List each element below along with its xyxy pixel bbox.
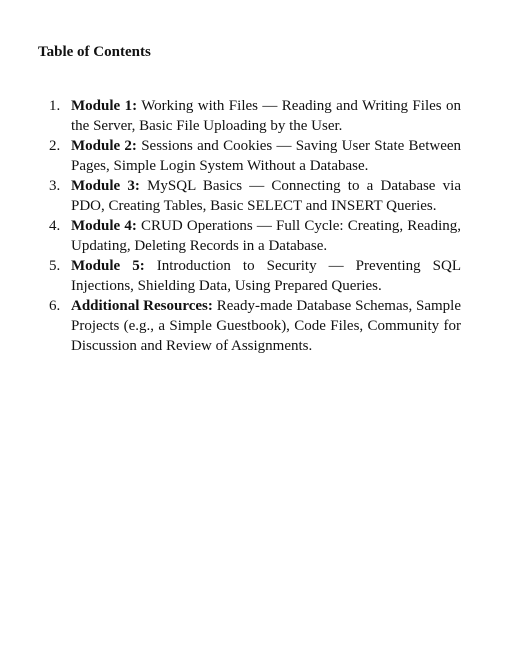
toc-title: Table of Contents [38,44,151,60]
toc-item-text: Sessions and Cookies — Saving User State Between Pages, Simple Login System Without a Database. [71,138,462,174]
toc-item-text: Ready-made Database Schemas, Sample Projects (e.g., a Simple Guestbook), Code Files, Community for Discussion and Review of Assignments. [71,298,462,354]
toc-item-label: Module 2: [71,138,137,154]
toc-item-text: Working with Files — Reading and Writing Files on the Server, Basic File Uploading by the User. [71,98,462,134]
toc-item-label: Module 3: [71,178,140,194]
toc-item-module-2 [49,136,462,176]
toc-item-number: 4. [49,218,61,234]
toc-item-text: Introduction to Security — Preventing SQL Injections, Shielding Data, Using Prepared Queries. [71,258,461,294]
toc-item-number: 6. [49,298,61,314]
toc-item-additional-resources [49,296,462,356]
toc-item-text: CRUD Operations — Full Cycle: Creating, Reading, Updating, Deleting Records in a Database. [71,218,461,254]
toc-item-number: 2. [49,138,61,154]
toc-item-label: Module 5: [71,258,145,274]
toc-item-module-3 [49,176,461,216]
toc-item-label: Module 1: [71,98,138,114]
toc-item-label: Module 4: [71,218,137,234]
toc-item-label: Additional Resources: [71,298,213,314]
toc-item-number: 1. [49,98,61,114]
toc-item-module-5 [49,256,461,296]
toc-list [49,96,462,356]
toc-item-number: 3. [49,178,61,194]
toc-item-module-1 [49,96,462,136]
toc-item-module-4 [49,216,461,256]
toc-item-text: MySQL Basics — Connecting to a Database via PDO, Creating Tables, Basic SELECT and INSERT Queries. [71,178,461,214]
toc-item-number: 5. [49,258,61,274]
